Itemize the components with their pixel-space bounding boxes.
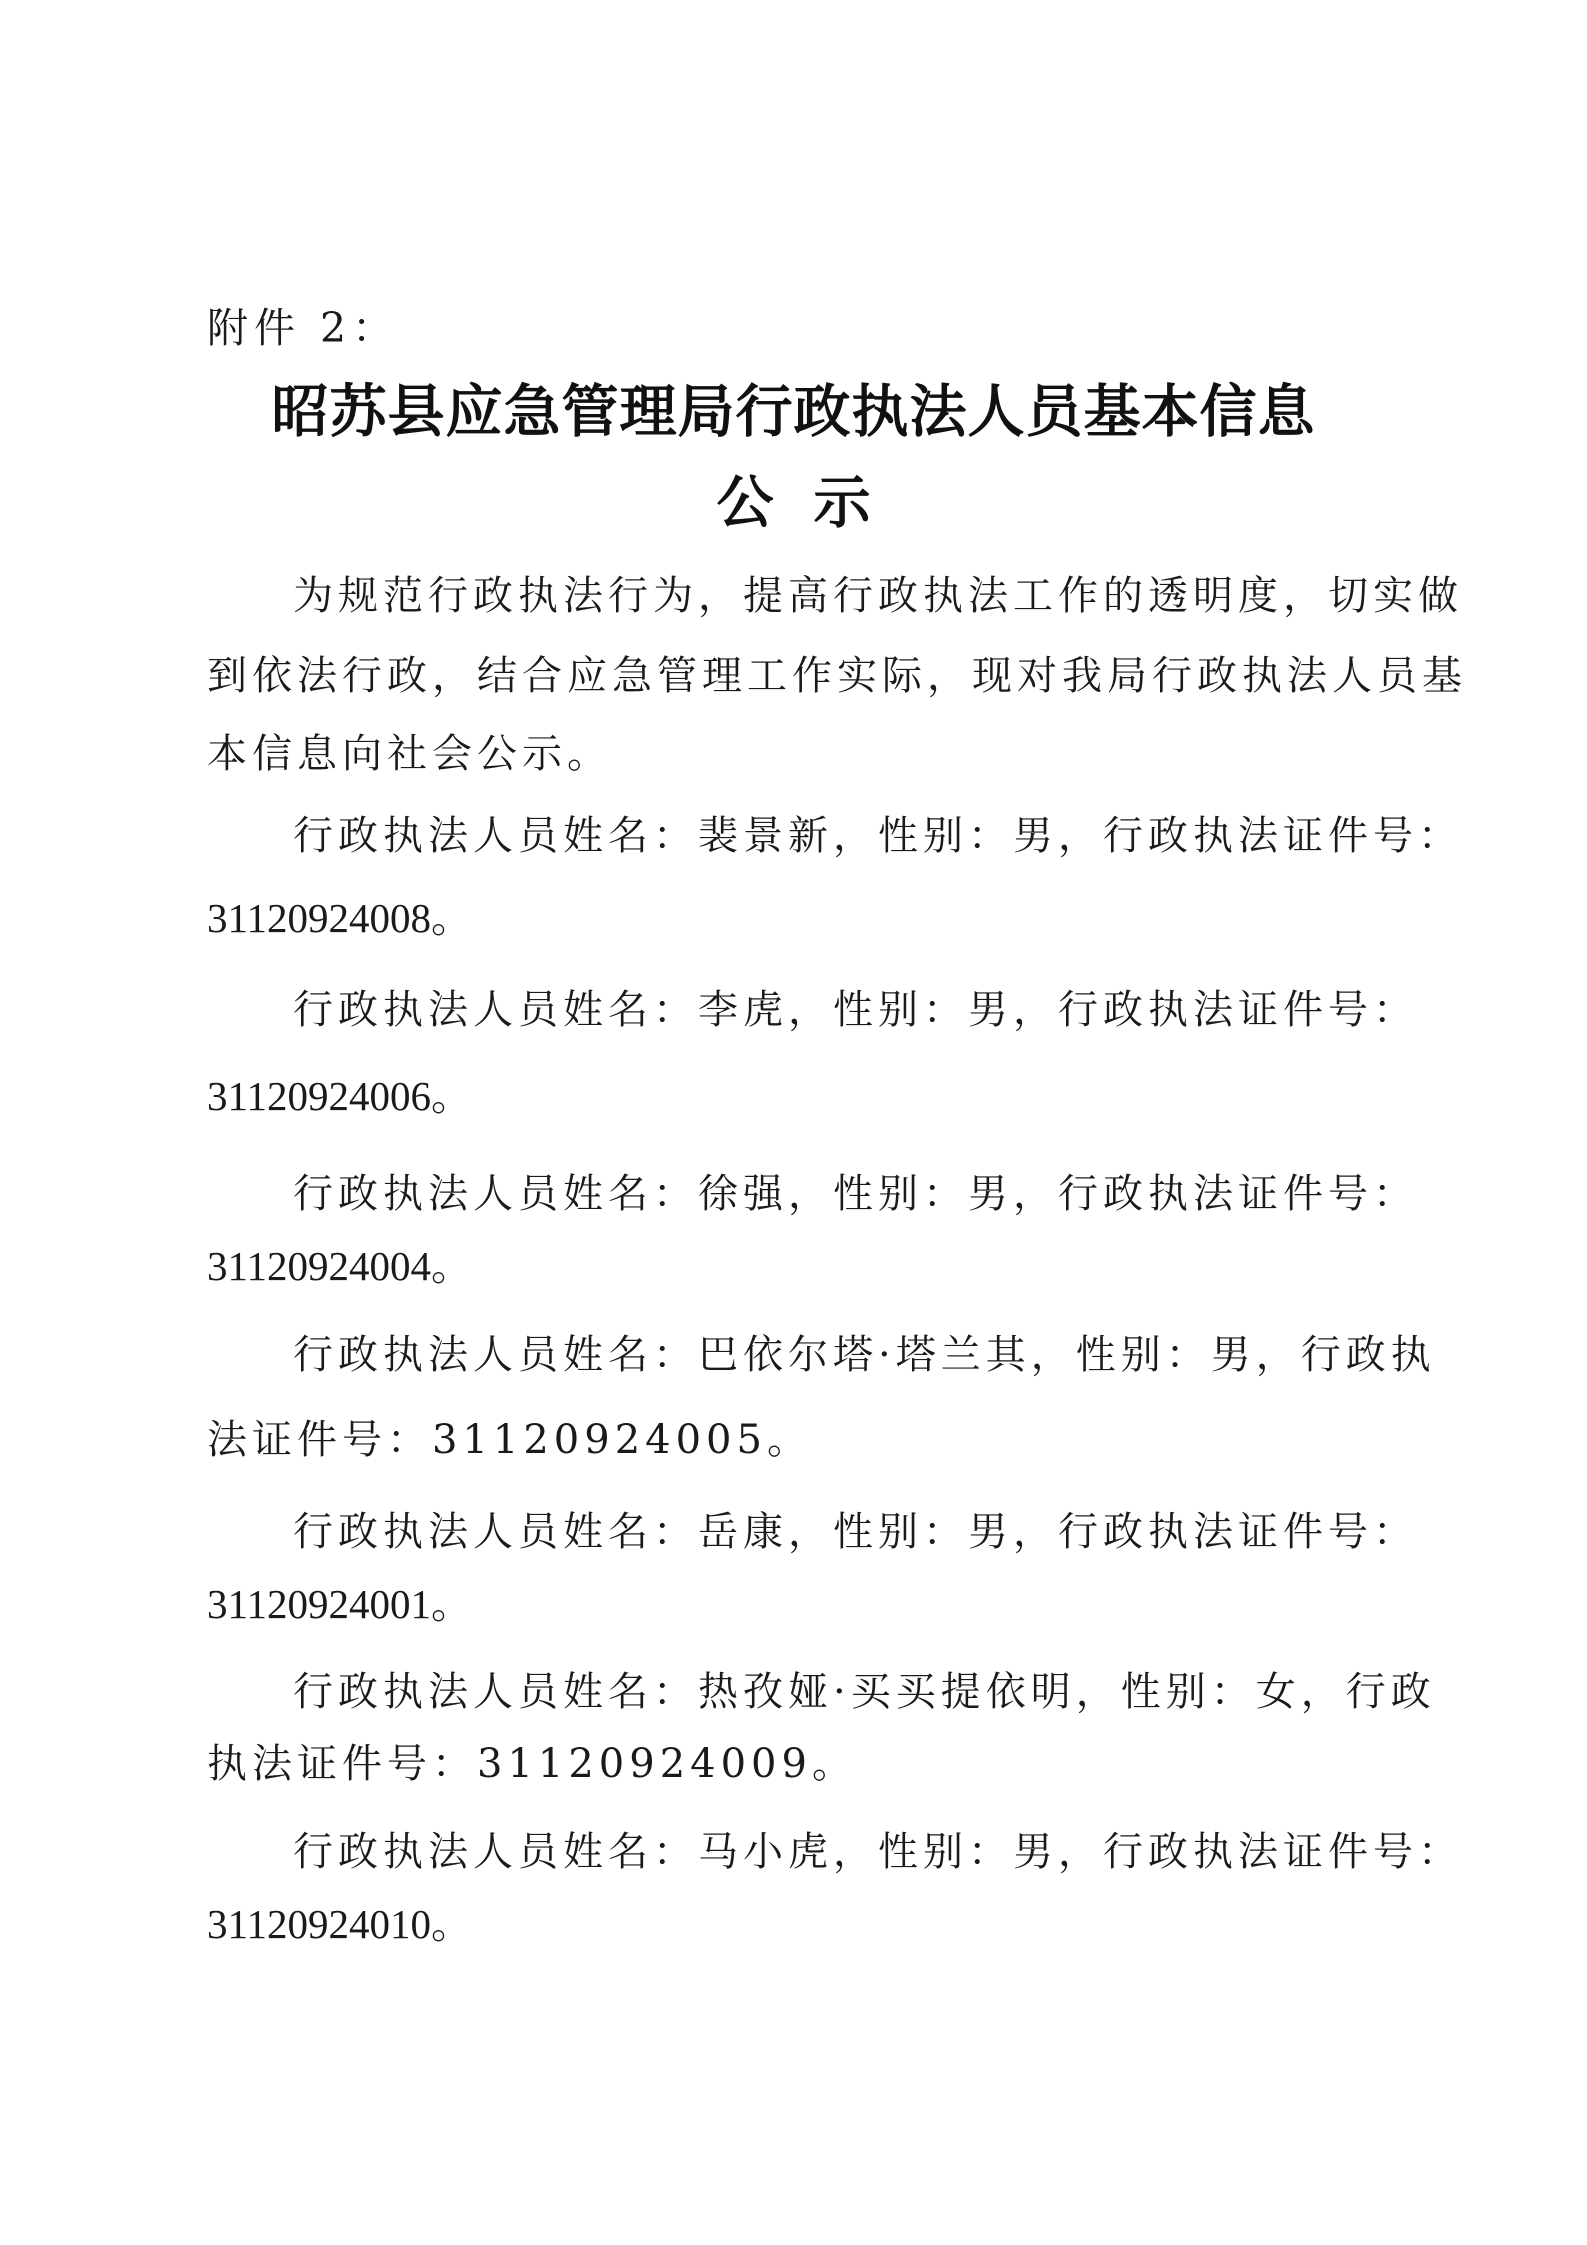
entry-3-line-1: 行政执法人员姓名：徐强，性别：男，行政执法证件号： bbox=[293, 1171, 1418, 1217]
entry-7-line-2: 31120924010。 bbox=[207, 1901, 472, 1947]
entry-7-line-1: 行政执法人员姓名：马小虎，性别：男，行政执法证件号： bbox=[293, 1829, 1463, 1875]
document-title: 昭苏县应急管理局行政执法人员基本信息 bbox=[271, 378, 1316, 445]
entry-2-line-1: 行政执法人员姓名：李虎，性别：男，行政执法证件号： bbox=[293, 987, 1418, 1033]
entry-5-line-2: 31120924001。 bbox=[207, 1581, 472, 1627]
entry-5-line-1: 行政执法人员姓名：岳康，性别：男，行政执法证件号： bbox=[293, 1509, 1418, 1555]
intro-line-3: 本信息向社会公示。 bbox=[207, 731, 612, 777]
intro-line-2: 到依法行政，结合应急管理工作实际，现对我局行政执法人员基 bbox=[207, 653, 1467, 699]
entry-4-line-2: 法证件号：31120924005。 bbox=[207, 1417, 812, 1463]
entry-1-line-2: 31120924008。 bbox=[207, 895, 472, 941]
entry-2-line-2: 31120924006。 bbox=[207, 1073, 472, 1119]
entry-6-line-2: 执法证件号：31120924009。 bbox=[207, 1741, 857, 1787]
entry-1-line-1: 行政执法人员姓名：裴景新，性别：男，行政执法证件号： bbox=[293, 813, 1463, 859]
attachment-label: 附件 2： bbox=[207, 304, 400, 352]
entry-6-line-1: 行政执法人员姓名：热孜娅·买买提依明，性别：女，行政 bbox=[293, 1669, 1436, 1715]
entry-3-line-2: 31120924004。 bbox=[207, 1243, 472, 1289]
intro-line-1: 为规范行政执法行为，提高行政执法工作的透明度，切实做 bbox=[293, 573, 1463, 619]
document-subtitle: 公示 bbox=[716, 469, 911, 536]
entry-4-line-1: 行政执法人员姓名：巴依尔塔·塔兰其，性别：男，行政执 bbox=[293, 1332, 1436, 1378]
